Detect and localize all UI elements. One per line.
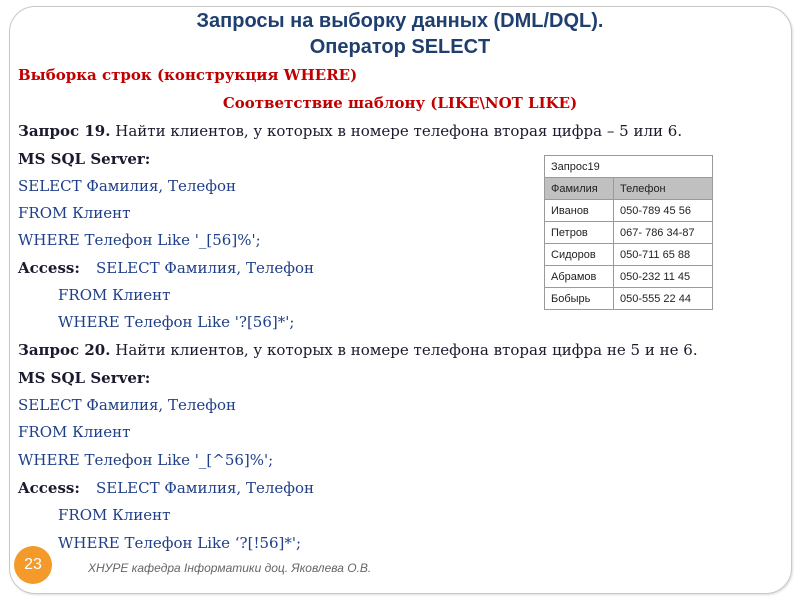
q20-text: Найти клиентов, у которых в номере телефона вторая цифра не	[115, 341, 626, 359]
section-subheading: Соответствие шаблону (LIKE\NOT LIKE)	[222, 94, 578, 112]
q20-mssql-label: MS SQL Server:	[18, 369, 151, 387]
q20-mssql-line-2: FROM Клиент	[18, 423, 131, 441]
q19-mssql-line-3: WHERE Телефон Like '_[56]%';	[18, 231, 261, 249]
table-cell-surname: Бобырь	[545, 288, 614, 310]
q20-label: Запрос 20.	[18, 341, 111, 359]
q19-access-label: Access:	[18, 259, 80, 277]
table-cell-phone: 050-232 11 45	[614, 266, 713, 288]
q19-or: или	[633, 122, 663, 140]
table-row	[545, 222, 713, 244]
q20-statement	[18, 341, 698, 359]
q20-mssql-line-3: WHERE Телефон Like '_[^56]%';	[18, 451, 274, 469]
q19-n1: 5	[619, 122, 629, 140]
table-cell-phone: 067- 786 34-87	[614, 222, 713, 244]
q20-mssql-line-1: SELECT Фамилия, Телефон	[18, 396, 237, 414]
table-cell-surname: Абрамов	[545, 266, 614, 288]
section-heading: Выборка строк (конструкция WHERE)	[18, 66, 358, 84]
table-cell-surname: Сидоров	[545, 244, 614, 266]
title-line-1: Запросы на выборку данных (DML/DQL).	[196, 10, 604, 32]
footer-text: ХНУРЕ кафедра Інформатики доц. Яковлева О.В.	[88, 561, 372, 575]
table-cell-phone: 050-555 22 44	[614, 288, 713, 310]
q19-label: Запрос 19.	[18, 122, 111, 140]
q20-access-line-1: SELECT Фамилия, Телефон	[96, 479, 315, 497]
result-table-caption-row	[545, 156, 713, 178]
q20-n2: 6	[683, 341, 693, 359]
q19-access-line-1: SELECT Фамилия, Телефон	[96, 259, 315, 277]
q19-mssql-label: MS SQL Server:	[18, 150, 151, 168]
result-table-header-phone: Телефон	[614, 178, 713, 200]
table-cell-surname: Петров	[545, 222, 614, 244]
q19-access-line-2: FROM Клиент	[58, 286, 171, 304]
q19-statement	[18, 122, 682, 140]
table-cell-phone: 050-711 65 88	[614, 244, 713, 266]
q20-access-line-3: WHERE Телефон Like ‘?[!56]*';	[58, 534, 302, 552]
result-table	[544, 155, 713, 310]
q20-end: .	[692, 341, 698, 359]
result-table-header-surname: Фамилия	[545, 178, 614, 200]
q20-n1: 5	[630, 341, 641, 359]
q19-mssql-line-1: SELECT Фамилия, Телефон	[18, 177, 237, 195]
q20-access-label: Access:	[18, 479, 80, 497]
q19-mssql-line-2: FROM Клиент	[18, 204, 131, 222]
q20-and-not: и не	[644, 341, 679, 359]
q19-access-line-3: WHERE Телефон Like '?[56]*';	[58, 313, 295, 331]
table-row	[545, 266, 713, 288]
table-cell-phone: 050-789 45 56	[614, 200, 713, 222]
q19-text: Найти клиентов, у которых в номере телефона вторая цифра –	[115, 122, 615, 140]
table-cell-surname: Иванов	[545, 200, 614, 222]
title-line-2: Оператор SELECT	[309, 36, 491, 58]
q19-access-row	[18, 259, 314, 277]
q19-end: .	[677, 122, 683, 140]
table-row	[545, 288, 713, 310]
q20-access-line-2: FROM Клиент	[58, 506, 171, 524]
q20-access-row	[18, 479, 314, 497]
result-table-header-row	[545, 178, 713, 200]
slide-title	[0, 8, 800, 60]
q19-n2: 6	[667, 122, 678, 140]
table-row	[545, 200, 713, 222]
table-row	[545, 244, 713, 266]
result-table-caption: Запрос19	[545, 156, 713, 178]
page-number-badge: 23	[14, 546, 52, 584]
